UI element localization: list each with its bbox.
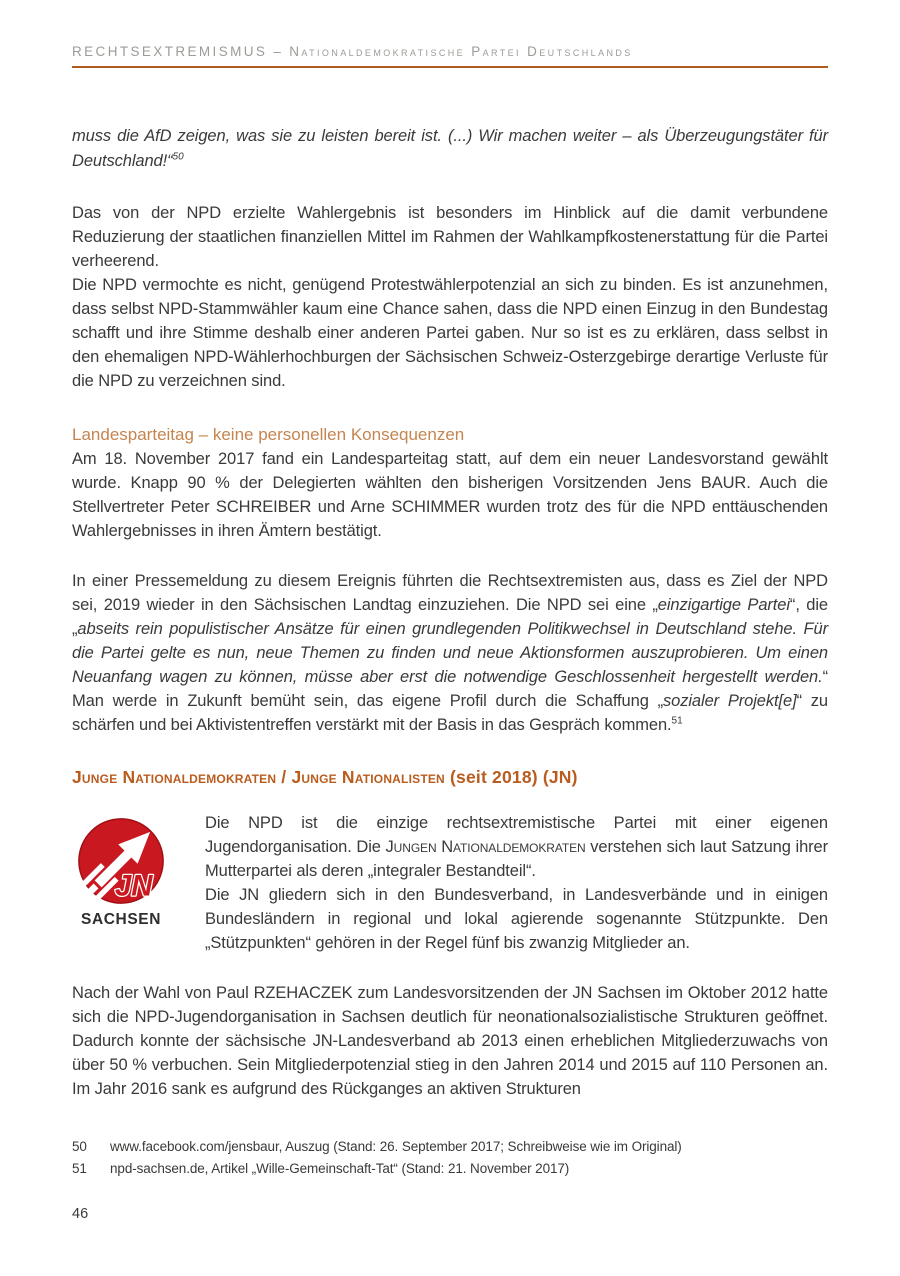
footnote-number: 51 [72, 1161, 87, 1176]
footnote-ref-50: 50 [172, 151, 184, 163]
jn-intro-text-2: verstehen sich laut Satzung ihrer Mutterpartei als deren „integraler Bestandteil“. [205, 838, 829, 880]
pressemeldung-text-4: “ zu schärfen und bei Aktivistentreffen verstärkt mit der Basis in das Gespräch kommen. [72, 692, 828, 734]
footnote-ref-51: 51 [671, 715, 683, 727]
pressemeldung-text-2: “, die „ [72, 596, 828, 638]
running-header [72, 44, 828, 68]
paragraph-jn-gliederung: Die JN gliedern sich in den Bundesverband, in Landesverbände und in einigen Bundesländern in regional und lokal agierende sogenannte Stützpunkte. Den „Stützpunkten“ gehören in der Regel fünf bis zwanzig Mitglieder an. [205, 886, 828, 952]
header-chapter-title: RECHTSEXTREMISMUS [72, 44, 268, 59]
paragraph-protestwaehler: Die NPD vermochte es nicht, genügend Protestwählerpotenzial an sich zu binden. Es ist anzunehmen, dass selbst NPD-Stammwähler kaum eine Chance sahen, dass die NPD einen Einzug in den Bundestag schafft und ihre Stimme deshalb einer anderen Partei gaben. Nur so ist es zu erklären, dass selbst in den ehemaligen NPD-Wählerhochburgen der Sächsischen Schweiz-Osterzgebirge derartige Verluste für die NPD zu verzeichnen sind. [72, 276, 828, 390]
section-heading-suffix: (seit 2018) (JN) [444, 767, 578, 787]
footnotes [72, 1136, 828, 1180]
page-body [72, 124, 828, 1101]
paragraph-jn-intro [205, 811, 828, 883]
pressemeldung-text-3: “ Man werde in Zukunft bemüht sein, das eigene Profil durch die Schaffung „ [72, 668, 828, 710]
header-line [72, 44, 828, 59]
section-heading-part-2: Junge Nationalisten [291, 767, 445, 787]
quote-paragraph [72, 124, 828, 174]
paragraph-pressemeldung [72, 569, 828, 737]
pressemeldung-zitat-2: abseits rein populistischer Ansätze für einen grundlegenden Politikwechsel in Deutschland stehe. Für die Partei gelte es nun, neue Themen zu finden und neue Aktionsformen auszuprobieren. Um einen Neuanfang wagen zu können, müsse aber erst die notwendige Geschlossenheit hergestellt werden. [72, 620, 828, 686]
footnote-number: 50 [72, 1139, 87, 1154]
footnote-text: www.facebook.com/jensbaur, Auszug (Stand: 26. September 2017; Schreibweise wie im Original) [110, 1139, 682, 1154]
jn-sachsen-logo [72, 813, 170, 929]
pressemeldung-text: In einer Pressemeldung zu diesem Ereignis führten die Rechtsextremisten aus, dass es Ziel der NPD sei, 2019 wieder in den Sächsischen Landtag einzuziehen. Die NPD sei eine „ [72, 572, 828, 614]
jn-logo-cell [72, 811, 205, 955]
quote-text: muss die AfD zeigen, was sie zu leisten bereit ist. (...) Wir machen weiter – als Überzeugungstäter für Deutschland!“ [72, 127, 828, 170]
jn-section [72, 811, 828, 955]
header-separator: – [273, 44, 284, 59]
section-heading-part-1: Junge Nationaldemokraten [72, 767, 277, 787]
jn-logo-caption: SACHSEN [81, 911, 161, 928]
header-section-title: Nationaldemokratische Partei Deutschlands [289, 44, 633, 59]
pressemeldung-zitat-1: einzigartige Partei [657, 596, 790, 614]
paragraph-landesparteitag: Am 18. November 2017 fand ein Landesparteitag statt, auf dem ein neuer Landesvorstand gewählt wurde. Knapp 90 % der Delegierten wählten den bisherigen Vorsitzenden Jens BAUR. Auch die Stellvertreter Peter SCHREIBER und Arne SCHIMMER wurden trotz des für die NPD enttäuschenden Wahlergebnisses in ihren Ämtern bestätigt. [72, 450, 828, 540]
header-rule [72, 66, 828, 68]
footnote-50 [72, 1136, 828, 1158]
jn-logo-monogram: JN [114, 869, 153, 903]
section-heading-jn [72, 765, 828, 789]
jn-logo-icon [72, 813, 170, 909]
paragraph-wahlergebnis: Das von der NPD erzielte Wahlergebnis ist besonders im Hinblick auf die damit verbundene Reduzierung der staatlichen finanziellen Mittel im Rahmen der Wahlkampfkostenerstattung für die Partei verheerend. [72, 204, 828, 270]
subheading-landesparteitag: Landesparteitag – keine personellen Konsequenzen [72, 425, 465, 444]
footnote-51 [72, 1158, 828, 1180]
page-number: 46 [72, 1206, 89, 1222]
jn-intro-smallcaps: Jungen Nationaldemokraten [385, 838, 586, 856]
paragraph-rzehaczek: Nach der Wahl von Paul RZEHACZEK zum Landesvorsitzenden der JN Sachsen im Oktober 2012 hatte sich die NPD-Jugendorganisation in Sachsen deutlich für neonationalsozialistische Strukturen geöffnet. Dadurch konnte der sächsische JN-Landesverband ab 2013 einen erheblichen Mitgliederzuwachs von über 50 % verbuchen. Sein Mitgliederpotenzial stieg in den Jahren 2014 und 2015 auf 110 Personen an. Im Jahr 2016 sank es aufgrund des Rückganges an aktiven Strukturen [72, 984, 828, 1098]
section-heading-slash: / [276, 767, 292, 787]
pressemeldung-zitat-3: sozialer Projekt[e] [662, 692, 797, 710]
footnote-text: npd-sachsen.de, Artikel „Wille-Gemeinschaft-Tat“ (Stand: 21. November 2017) [110, 1161, 570, 1176]
jn-intro-text [205, 811, 828, 955]
jn-intro-text-1: Die NPD ist die einzige rechtsextremistische Partei mit einer eigenen Jugendorganisation. Die [205, 814, 828, 856]
